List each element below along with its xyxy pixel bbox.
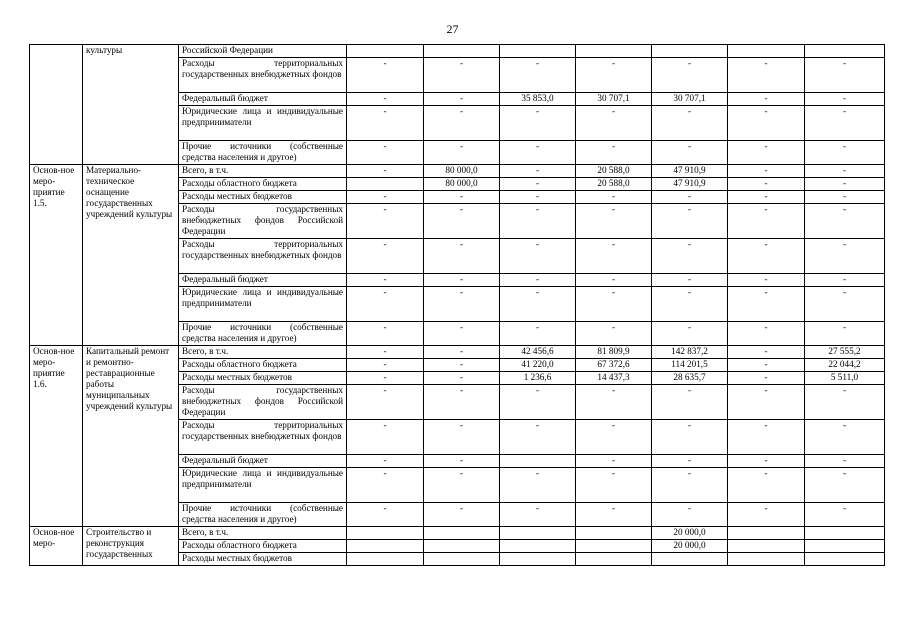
value-cell: 1 236,6 [500, 372, 576, 385]
value-cell: - [500, 204, 576, 239]
value-cell: - [805, 239, 885, 274]
value-cell: - [347, 93, 424, 106]
value-cell [424, 527, 500, 540]
value-cell: - [805, 204, 885, 239]
value-cell: - [347, 420, 424, 455]
activity-cell: Основ-ное меро- [30, 527, 83, 566]
value-cell: - [424, 106, 500, 141]
value-cell: - [652, 141, 728, 165]
value-cell [576, 527, 652, 540]
value-cell: - [652, 420, 728, 455]
value-cell [805, 553, 885, 566]
value-cell: - [805, 274, 885, 287]
value-cell: - [652, 274, 728, 287]
value-cell: - [347, 455, 424, 468]
value-cell [347, 540, 424, 553]
value-cell: 47 910,9 [652, 178, 728, 191]
funding-source-cell: Всего, в т.ч. [179, 165, 347, 178]
value-cell [347, 553, 424, 566]
funding-source-cell: Расходы областного бюджета [179, 359, 347, 372]
value-cell: 35 853,0 [500, 93, 576, 106]
value-cell: - [347, 58, 424, 93]
value-cell: - [424, 420, 500, 455]
funding-source-cell: Юридические лица и индивидуальные предприниматели [179, 468, 347, 503]
activity-cell: Основ-ное меро-приятие 1.5. [30, 165, 83, 346]
value-cell: - [576, 204, 652, 239]
value-cell: 22 044,2 [805, 359, 885, 372]
value-cell: - [728, 93, 805, 106]
funding-source-cell: Расходы территориальных государственных внебюджетных фондов [179, 239, 347, 274]
value-cell: - [347, 359, 424, 372]
value-cell: 42 456,6 [500, 346, 576, 359]
value-cell: - [347, 239, 424, 274]
value-cell: - [500, 58, 576, 93]
funding-source-cell: Прочие источники (собственные средства населения и другое) [179, 503, 347, 527]
value-cell: - [805, 58, 885, 93]
value-cell [728, 553, 805, 566]
value-cell: - [652, 455, 728, 468]
value-cell: - [576, 420, 652, 455]
table-row [30, 45, 885, 58]
value-cell: - [424, 346, 500, 359]
value-cell: - [424, 468, 500, 503]
event-name-cell: Капитальный ремонт и ремонтно-реставрационные работы муниципальных учреждений культуры [83, 346, 179, 527]
value-cell: - [500, 503, 576, 527]
funding-source-cell: Российской Федерации [179, 45, 347, 58]
value-cell: - [424, 58, 500, 93]
funding-source-cell: Расходы территориальных государственных внебюджетных фондов [179, 420, 347, 455]
value-cell: - [728, 346, 805, 359]
value-cell: - [424, 93, 500, 106]
value-cell: - [728, 322, 805, 346]
value-cell: - [805, 191, 885, 204]
value-cell: - [728, 420, 805, 455]
value-cell: - [805, 322, 885, 346]
value-cell: - [805, 178, 885, 191]
value-cell: - [576, 385, 652, 420]
value-cell: - [576, 287, 652, 322]
value-cell: 80 000,0 [424, 178, 500, 191]
value-cell: - [652, 191, 728, 204]
value-cell [424, 540, 500, 553]
value-cell: - [728, 58, 805, 93]
value-cell: 20 000,0 [652, 540, 728, 553]
funding-source-cell: Федеральный бюджет [179, 93, 347, 106]
value-cell [500, 45, 576, 58]
funding-source-cell: Всего, в т.ч. [179, 527, 347, 540]
value-cell: - [576, 455, 652, 468]
funding-source-cell: Расходы местных бюджетов [179, 191, 347, 204]
value-cell [576, 45, 652, 58]
value-cell: - [652, 239, 728, 274]
value-cell: - [500, 141, 576, 165]
budget-table [29, 44, 885, 566]
funding-source-cell: Федеральный бюджет [179, 274, 347, 287]
funding-source-cell: Всего, в т.ч. [179, 346, 347, 359]
value-cell: - [728, 204, 805, 239]
value-cell: - [576, 191, 652, 204]
funding-source-cell: Юридические лица и индивидуальные предприниматели [179, 106, 347, 141]
value-cell: - [728, 468, 805, 503]
value-cell: - [424, 287, 500, 322]
funding-source-cell: Расходы государственных внебюджетных фондов Российской Федерации [179, 385, 347, 420]
value-cell: - [500, 106, 576, 141]
value-cell: - [424, 141, 500, 165]
value-cell: - [347, 141, 424, 165]
value-cell: - [424, 204, 500, 239]
value-cell: - [652, 106, 728, 141]
value-cell: - [576, 274, 652, 287]
event-name-cell: Материально-техническое оснащение государственных учреждений культуры [83, 165, 179, 346]
value-cell [500, 553, 576, 566]
value-cell: - [500, 468, 576, 503]
value-cell: - [424, 191, 500, 204]
value-cell [424, 553, 500, 566]
value-cell: - [500, 385, 576, 420]
value-cell: 27 555,2 [805, 346, 885, 359]
funding-source-cell: Федеральный бюджет [179, 455, 347, 468]
value-cell: - [576, 58, 652, 93]
value-cell: - [652, 204, 728, 239]
value-cell: 30 707,1 [652, 93, 728, 106]
value-cell: 20 588,0 [576, 165, 652, 178]
value-cell: - [347, 372, 424, 385]
value-cell: - [805, 455, 885, 468]
value-cell: - [728, 141, 805, 165]
funding-source-cell: Прочие источники (собственные средства населения и другое) [179, 322, 347, 346]
value-cell: 142 837,2 [652, 346, 728, 359]
value-cell: - [347, 204, 424, 239]
value-cell: 20 000,0 [652, 527, 728, 540]
value-cell [805, 45, 885, 58]
value-cell: - [347, 191, 424, 204]
value-cell [728, 527, 805, 540]
value-cell: - [652, 58, 728, 93]
table-row [30, 527, 885, 540]
value-cell: 81 809,9 [576, 346, 652, 359]
value-cell: - [500, 239, 576, 274]
value-cell: - [424, 322, 500, 346]
value-cell: - [652, 385, 728, 420]
value-cell: - [805, 420, 885, 455]
value-cell: - [805, 165, 885, 178]
value-cell: - [805, 93, 885, 106]
value-cell: - [347, 468, 424, 503]
table-row [30, 165, 885, 178]
funding-source-cell: Юридические лица и индивидуальные предприниматели [179, 287, 347, 322]
value-cell: 20 588,0 [576, 178, 652, 191]
value-cell: - [424, 359, 500, 372]
value-cell: - [576, 106, 652, 141]
funding-source-cell: Расходы государственных внебюджетных фондов Российской Федерации [179, 204, 347, 239]
value-cell: - [576, 322, 652, 346]
value-cell: - [500, 178, 576, 191]
value-cell: - [728, 191, 805, 204]
value-cell: - [728, 503, 805, 527]
value-cell: - [576, 503, 652, 527]
value-cell: - [805, 385, 885, 420]
value-cell: 114 201,5 [652, 359, 728, 372]
value-cell: - [347, 106, 424, 141]
value-cell: - [576, 468, 652, 503]
value-cell: - [652, 468, 728, 503]
value-cell: - [500, 420, 576, 455]
funding-source-cell: Расходы областного бюджета [179, 540, 347, 553]
value-cell [652, 45, 728, 58]
value-cell: 30 707,1 [576, 93, 652, 106]
value-cell: - [576, 239, 652, 274]
value-cell [805, 527, 885, 540]
value-cell: - [728, 106, 805, 141]
value-cell: - [805, 503, 885, 527]
value-cell: 28 635,7 [652, 372, 728, 385]
value-cell: - [347, 274, 424, 287]
value-cell: 14 437,3 [576, 372, 652, 385]
value-cell: - [500, 165, 576, 178]
value-cell: - [424, 455, 500, 468]
funding-source-cell: Расходы областного бюджета [179, 178, 347, 191]
value-cell: - [424, 503, 500, 527]
value-cell [500, 455, 576, 468]
value-cell [805, 540, 885, 553]
value-cell: - [576, 141, 652, 165]
value-cell: - [347, 287, 424, 322]
event-name-cell: Строительство и реконструкция государственных [83, 527, 179, 566]
funding-source-cell: Расходы территориальных государственных внебюджетных фондов [179, 58, 347, 93]
value-cell [576, 540, 652, 553]
value-cell: - [728, 287, 805, 322]
value-cell: - [805, 106, 885, 141]
value-cell: - [500, 191, 576, 204]
value-cell: - [652, 322, 728, 346]
value-cell [576, 553, 652, 566]
value-cell: - [728, 178, 805, 191]
value-cell [652, 553, 728, 566]
activity-cell: Основ-ное меро-приятие 1.6. [30, 346, 83, 527]
value-cell: - [652, 287, 728, 322]
value-cell: 5 511,0 [805, 372, 885, 385]
value-cell [347, 527, 424, 540]
value-cell: - [424, 372, 500, 385]
value-cell: - [347, 503, 424, 527]
value-cell: - [424, 385, 500, 420]
value-cell: - [728, 372, 805, 385]
value-cell: - [805, 141, 885, 165]
value-cell [500, 527, 576, 540]
value-cell: - [805, 287, 885, 322]
value-cell: - [424, 239, 500, 274]
funding-source-cell: Прочие источники (собственные средства населения и другое) [179, 141, 347, 165]
value-cell: - [728, 274, 805, 287]
funding-source-cell: Расходы местных бюджетов [179, 553, 347, 566]
value-cell [728, 540, 805, 553]
value-cell: - [728, 239, 805, 274]
activity-cell [30, 45, 83, 165]
page-number: 27 [446, 22, 459, 36]
value-cell [347, 178, 424, 191]
value-cell: - [728, 359, 805, 372]
value-cell: - [728, 455, 805, 468]
value-cell: - [500, 287, 576, 322]
value-cell: - [500, 274, 576, 287]
value-cell: - [424, 274, 500, 287]
value-cell [424, 45, 500, 58]
value-cell: 47 910,9 [652, 165, 728, 178]
value-cell: - [347, 346, 424, 359]
value-cell: - [728, 165, 805, 178]
value-cell [500, 540, 576, 553]
value-cell: - [347, 165, 424, 178]
table-row [30, 346, 885, 359]
value-cell: - [347, 385, 424, 420]
event-name-cell: культуры [83, 45, 179, 165]
value-cell: 67 372,6 [576, 359, 652, 372]
value-cell [728, 45, 805, 58]
value-cell: - [347, 322, 424, 346]
value-cell: - [805, 468, 885, 503]
value-cell: - [500, 322, 576, 346]
funding-source-cell: Расходы местных бюджетов [179, 372, 347, 385]
value-cell: - [652, 503, 728, 527]
value-cell: - [728, 385, 805, 420]
value-cell [347, 45, 424, 58]
value-cell: 41 220,0 [500, 359, 576, 372]
value-cell: 80 000,0 [424, 165, 500, 178]
